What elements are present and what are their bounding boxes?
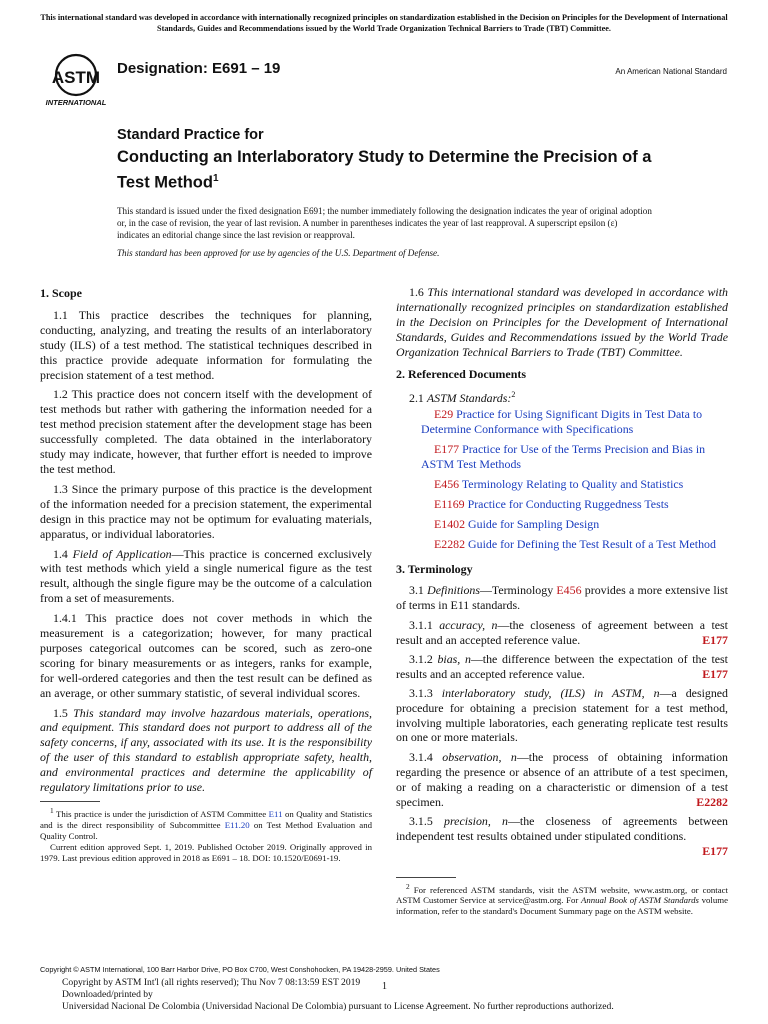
para-1-2: 1.2 This practice does not concern itself with the development of test methods but rather with gathering the information needed for a test method precision statement after the development stage has been successfully completed. The data obtained in the interlaboratory study may indicate, however, that further effort is needed to improve the test method. (40, 387, 372, 476)
para-1-5: 1.5 This standard may involve hazardous materials, operations, and equipment. This standard does not purport to address all of the safety concerns, if any, associated with its use. It is the responsibility of the user of this standard to establish appropriate safety, health, and environmental practices and determine the applicability of regulatory limitations prior to use. (40, 705, 372, 795)
astm-logo (40, 47, 112, 109)
para-3-1-3: 3.1.3 interlaboratory study, (ILS) in ASTM, n—a designed procedure for obtaining a precision statement for a test method, involving multiple laboratories, each generating replicate test results on one or more materials. (396, 685, 728, 745)
title-prefix: Standard Practice for (117, 127, 264, 143)
link-e11[interactable]: E11 (268, 808, 283, 819)
para-3-1-4: 3.1.4 observation, n—the process of obtaining information regarding the presence or absence of an attribute of a test specimen, or of making a reading on a characteristic or dimension of a test specimen. (396, 750, 728, 810)
para-3-1-1: 3.1.1 accuracy, n—the closeness of agreement between a test result and an accepted reference value. (396, 618, 728, 648)
para-1-4-1: 1.4.1 This practice does not cover methods in which the measurement is a categorization; however, for many practical purposes categorical outcomes can be scored, such as zero-one scoring for binary measurements or as integers, ranks for example, for well-ordered categories and then the test result can be defined as an average, or other summary statistic, of several individual scores. (40, 611, 372, 700)
para-1-6: 1.6 This international standard was developed in accordance with internationally recognized principles on standardization established in the Decision on Principles for the Development of International Standards, Guides and Recommendations issued by the World Trade Organization Technical Barriers to Trade (TBT) Committee. (396, 285, 728, 359)
designation: Designation: E691 – 19 (117, 60, 281, 77)
para-1-4: 1.4 Field of Application—This practice is concerned exclusively with test methods which yield a single numerical figure as the test result, although the single figure may be the outcome of a calculation from a set of measurements. (40, 546, 372, 606)
approval-statement: This standard has been approved for use by agencies of the U.S. Department of Defense. (117, 248, 440, 258)
para-3-1-2: 3.1.2 bias, n—the difference between the expectation of the test results and an accepted reference value. (396, 652, 728, 681)
section-heading-scope: 1. Scope (40, 286, 82, 300)
document-title (117, 147, 677, 194)
footnote-rule (396, 877, 456, 878)
logo-text: ASTM (51, 68, 101, 87)
wto-notice: This international standard was developed in accordance with internationally recognized principles on standardization established in the Decision on Principles for the Development of International Standards, Guides and Recommendations issued by the World Trade Organization Technical Barriers to Trade (TBT) Committee. (40, 13, 728, 33)
national-standard-label: An American National Standard (615, 67, 727, 76)
copyright-line: Copyright © ASTM International, 100 Barr Harbor Drive, PO Box C700, West Conshohocken, PA 19428-2959. United States (40, 965, 440, 974)
para-3-1-5: 3.1.5 precision, n—the closeness of agreements between independent test results obtained under stipulated conditions. (396, 813, 728, 843)
ref-item[interactable]: E29 Practice for Using Significant Digits in Test Data to Determine Conformance with Specifications (421, 407, 703, 437)
footnote-rule (40, 801, 100, 802)
logo-sub: INTERNATIONAL (45, 98, 107, 107)
download-notice: Copyright by ASTM Int'l (all rights reserved); Thu Nov 7 08:13:59 EST 2019 Downloaded/printed by Universidad Nacional De Colombia (Universidad Nacional De Colombia) pursuant to License Agreement. No further reproductions authorized. (62, 977, 614, 1012)
page-number: 1 (382, 981, 387, 992)
ref-item[interactable]: E177 Practice for Use of the Terms Precision and Bias in ASTM Test Methods (421, 442, 706, 472)
footnote-1: $^1$ This practice is under the jurisdiction of ASTM Committee E11 on Quality and Statistics and is the direct responsibility of Subcommittee E11.20 on Test Method Evaluation and Quality Control. Current edition approved Sept. 1, 2019. Published October 2019. Originally approved in 1979. Last previous edition approved in 2018 as E691 – 18. DOI: 10.1520/E0691-19. (40, 806, 372, 863)
link-e177[interactable]: E177 (702, 633, 728, 648)
issue-statement: This standard is issued under the fixed designation E691; the number immediately following the designation indicates the year of original adoption or, in the case of revision, the year of last revision. A number in parentheses indicates the year of last reapproval. A superscript epsilon (ε) indicates an editorial change since the last revision or reapproval. (117, 206, 652, 240)
section-heading-referenced: 2. Referenced Documents (396, 366, 527, 381)
link-e177[interactable]: E177 (702, 666, 728, 681)
left-column (40, 285, 372, 863)
ref-item[interactable]: E2282 Guide for Defining the Test Result of a Test Method (434, 536, 716, 551)
document-title-text: Conducting an Interlaboratory Study to Determine the Precision of a Test Method (117, 148, 652, 192)
ref-item[interactable]: E456 Terminology Relating to Quality and Statistics (434, 476, 684, 491)
para-3-1: 3.1 Definitions—Terminology E456 provides a more extensive list of terms in E11 standards. (396, 583, 728, 613)
link-e456[interactable]: E456 (556, 583, 582, 598)
section-heading-terminology: 3. Terminology (396, 561, 473, 576)
para-1-3: 1.3 Since the primary purpose of this practice is the development of the information needed for a precision statement, the experimental design in this practice may not be optimum for evaluating materials, apparatus, or individual laboratories. (40, 481, 372, 541)
footnote-2: $^2$ For referenced ASTM standards, visit the ASTM website, www.astm.org, or contact ASTM Customer Service at service@astm.org. For Annual Book of ASTM Standards volume information, refer to the standard's Document Summary page on the ASTM website. (396, 881, 729, 917)
right-column (396, 285, 728, 917)
ref-item[interactable]: E1402 Guide for Sampling Design (434, 516, 600, 531)
para-1-1: 1.1 This practice describes the techniques for planning, conducting, analyzing, and treating the results of an interlaboratory study (ILS) of a test method. The statistical techniques described in this practice provide adequate information for formulating the precision statement of a test method. (40, 307, 372, 382)
referenced-list (396, 407, 728, 551)
link-e11-20[interactable]: E11.20 (224, 819, 250, 830)
para-2-1: 2.1 ASTM Standards:$^2$ (409, 390, 516, 406)
ref-item[interactable]: E1169 Practice for Conducting Ruggedness Tests (434, 496, 669, 511)
link-e2282[interactable]: E2282 (696, 794, 728, 809)
link-e177[interactable]: E177 (702, 843, 728, 858)
title-footnote-mark: 1 (212, 173, 219, 184)
